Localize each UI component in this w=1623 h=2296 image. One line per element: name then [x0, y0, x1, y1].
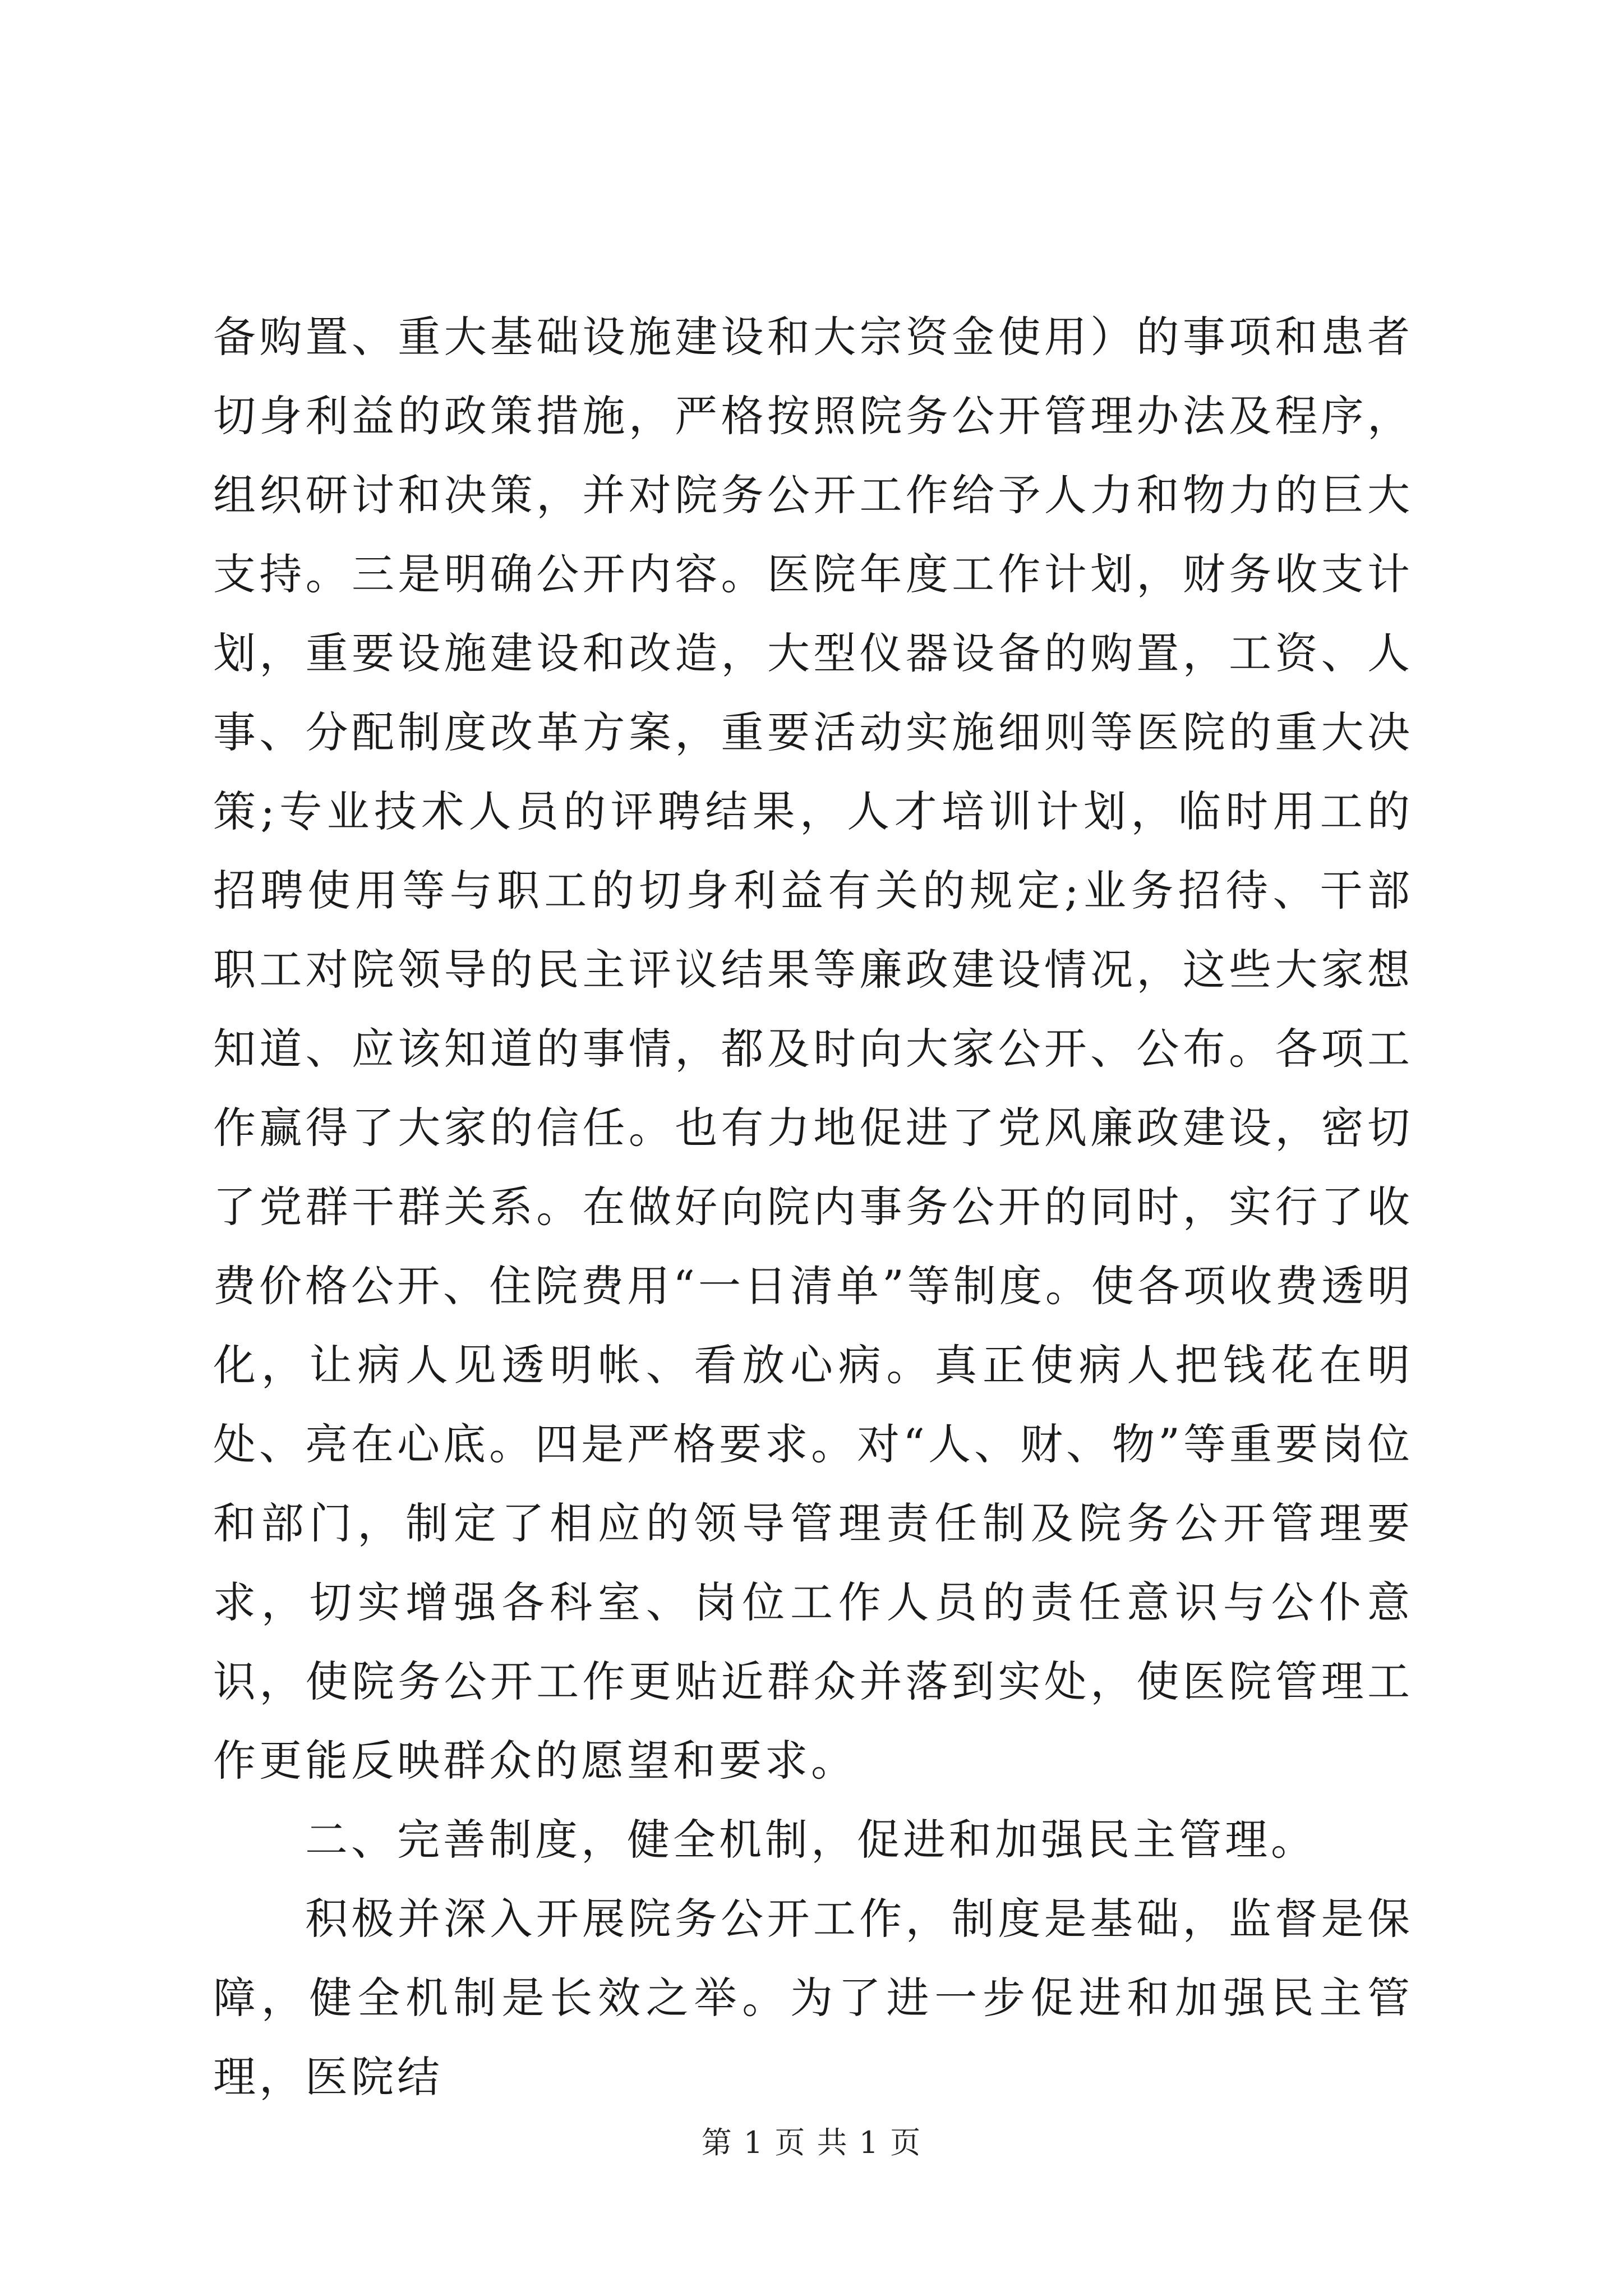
document-body — [213, 297, 1413, 2116]
paragraph: 积极并深入开展院务公开工作，制度是基础，监督是保障，健全机制是长效之举。为了进一步促进和加强民主管理，医院结 — [213, 1894, 1413, 2102]
section-heading: 二、完善制度，健全机制，促进和加强民主管理。 — [305, 1815, 1317, 1865]
paragraph-continued: 备购置、重大基础设施建设和大宗资金使用）的事项和患者切身利益的政策措施，严格按照院务公开管理办法及程序，组织研讨和决策，并对院务公开工作给予人力和物力的巨大支持。三是明确公开内容。医院年度工作计划，财务收支计划，重要设施建设和改造，大型仪器设备的购置，工资、人事、分配制度改革方案，重要活动实施细则等医院的重大决策;专业技术人员的评聘结果，人才培训计划，临时用工的招聘使用等与职工的切身利益有关的规定;业务招待、干部职工对院领导的民主评议结果等廉政建设情况，这些大家想知道、应该知道的事情，都及时向大家公开、公布。各项工作赢得了大家的信任。也有力地促进了党风廉政建设，密切了党群干群关系。在做好向院内事务公开的同时，实行了收费价格公开、住院费用“一日清单”等制度。使各项收费透明化，让病人见透明帐、看放心病。真正使病人把钱花在明处、亮在心底。四是严格要求。对“人、财、物”等重要岗位和部门，制定了相应的领导管理责任制及院务公开管理要求，切实增强各科室、岗位工作人员的责任意识与公仆意识，使院务公开工作更贴近群众并落到实处，使医院管理工作更能反映群众的愿望和要求。 — [213, 312, 1413, 1786]
page-footer: 第 1 页 共 1 页 — [701, 2125, 922, 2160]
